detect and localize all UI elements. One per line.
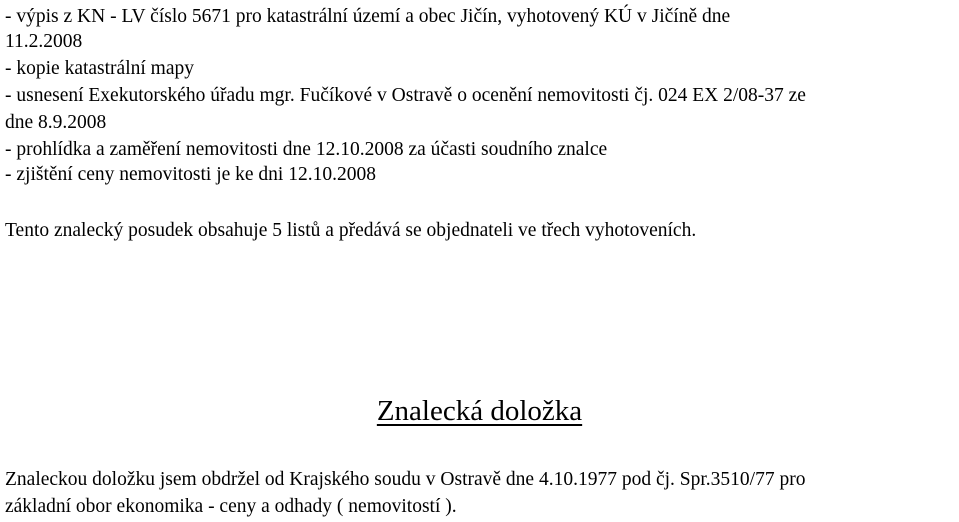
attachment-line-3: - kopie katastrální mapy: [5, 58, 194, 79]
attachment-line-1: - výpis z KN - LV číslo 5671 pro katastrální území a obec Jičín, vyhotovený KÚ v Jičíně dne: [5, 6, 731, 27]
attachment-line-4: - usnesení Exekutorského úřadu mgr. Fučíkové v Ostravě o ocenění nemovitosti čj. 024 EX 2/08-37 ze: [5, 85, 806, 106]
clause-title: Znalecká doložka: [376, 395, 583, 427]
attachment-line-5: dne 8.9.2008: [5, 112, 107, 133]
clause-line-1: Znaleckou doložku jsem obdržel od Krajského soudu v Ostravě dne 4.10.1977 pod čj. Spr.3510/77 pro: [5, 469, 806, 490]
statement-paragraph: Tento znalecký posudek obsahuje 5 listů a předává se objednateli ve třech vyhotoveních.: [5, 220, 697, 241]
attachment-line-6: - prohlídka a zaměření nemovitosti dne 12.10.2008 za účasti soudního znalce: [5, 139, 608, 160]
clause-line-2: základní obor ekonomika - ceny a odhady ( nemovitostí ).: [5, 496, 457, 517]
attachment-line-2: 11.2.2008: [5, 31, 83, 52]
attachment-line-7: - zjištění ceny nemovitosti je ke dni 12.10.2008: [5, 164, 376, 185]
